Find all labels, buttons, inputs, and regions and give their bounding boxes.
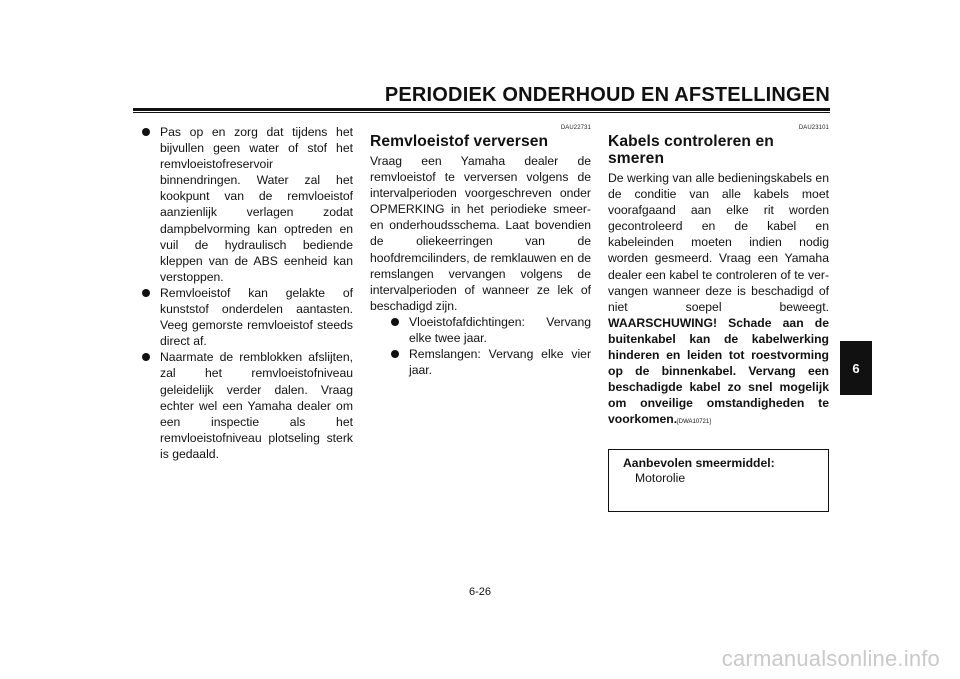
section-heading: Remvloeistof verversen xyxy=(370,133,549,150)
bullet-text: Vloeistofafdichtingen: Vervang elke twee jaar. xyxy=(409,314,591,346)
lubricant-title: Aanbevolen smeermiddel: xyxy=(623,455,775,470)
list-item xyxy=(140,349,353,462)
header-rule xyxy=(133,108,830,111)
page-title: PERIODIEK ONDERHOUD EN AFSTELLINGEN xyxy=(384,84,830,106)
bullet-text: Remvloeistof kan gelakte of kunststof onderdelen aantasten. Veeg gemorste remvloeistof steeds direct af. xyxy=(160,285,353,349)
bullet-text: Remslangen: Vervang elke vier jaar. xyxy=(409,347,591,378)
list-item xyxy=(140,124,353,285)
column-2 xyxy=(370,124,591,378)
bullet-text: Naarmate de remblokken afslijten, zal het remvloeistofniveau geleidelijk verder dalen. Vraag echter wel een Yamaha dealer om een inspectie als het remvloeistofniveau plotseling sterk is gedaald. xyxy=(160,350,353,461)
column-3 xyxy=(608,124,829,512)
page-number: 6-26 xyxy=(468,586,492,598)
column-1 xyxy=(140,124,353,462)
section-heading: Kabels controleren en smeren xyxy=(608,133,774,167)
list-item xyxy=(140,285,353,349)
warning-text: WAARSCHUWING! Schade aan de buitenkabel kan de kabelwerking hinderen en leiden tot roestvorming op de binnenkabel. Vervang een beschadigde kabel zo snel mogelijk om onveilige omstandigheden te voorkomen. xyxy=(608,315,829,427)
paragraph-text: De werking van alle bedieningskabels en de conditie van alle kabels moet voorafgaand aan elke rit worden gecontroleerd en de kabel en kabeleinden moeten indien nodig worden gesmeerd. Vraag een Yamaha dealer een kabel te controleren of te vervangen wanneer deze is beschadigd of niet soepel beweegt. xyxy=(608,171,829,314)
bullet-icon xyxy=(142,353,150,361)
bullet-text: Pas op en zorg dat tijdens het bijvullen geen water of stof het remvloeistofreservoir binnendringen. Water zal het kookpunt van de remvloeistof aanzienlijk verlagen zodat dampbelvorming kan optreden en vuil de hydraulisch bediende kleppen van de ABS eenheid kan verstoppen. xyxy=(160,125,353,284)
section-code: DAU23101 xyxy=(798,125,829,131)
header-rule-thin xyxy=(133,112,830,113)
bullet-icon xyxy=(391,350,399,358)
bullet-icon xyxy=(391,318,399,326)
warning-code: [DWA10721] xyxy=(677,419,711,426)
chapter-tab: 6 xyxy=(840,341,872,395)
list-item xyxy=(389,346,591,378)
lubricant-box xyxy=(608,449,829,512)
watermark: carmanualsonline.info xyxy=(721,646,940,671)
bullet-icon xyxy=(142,289,150,297)
lubricant-value: Motorolie xyxy=(635,470,686,485)
sub-list xyxy=(389,314,591,378)
section-paragraph xyxy=(608,170,829,431)
section-paragraph: Vraag een Yamaha dealer de remvloeistof te verversen volgens de intervalperioden voorgeschreven onder OPMERKING in het periodieke smeer- en onderhoudsschema. Laat bovendien de oliekeerringen van de hoofdremcilinders, de remklauwen en de remslangen vervangen volgens de intervalperioden of wanneer ze lek of beschadigd zijn. xyxy=(370,154,591,313)
list-item xyxy=(389,314,591,346)
bullet-icon xyxy=(142,128,150,136)
section-code: DAU22731 xyxy=(560,125,591,131)
